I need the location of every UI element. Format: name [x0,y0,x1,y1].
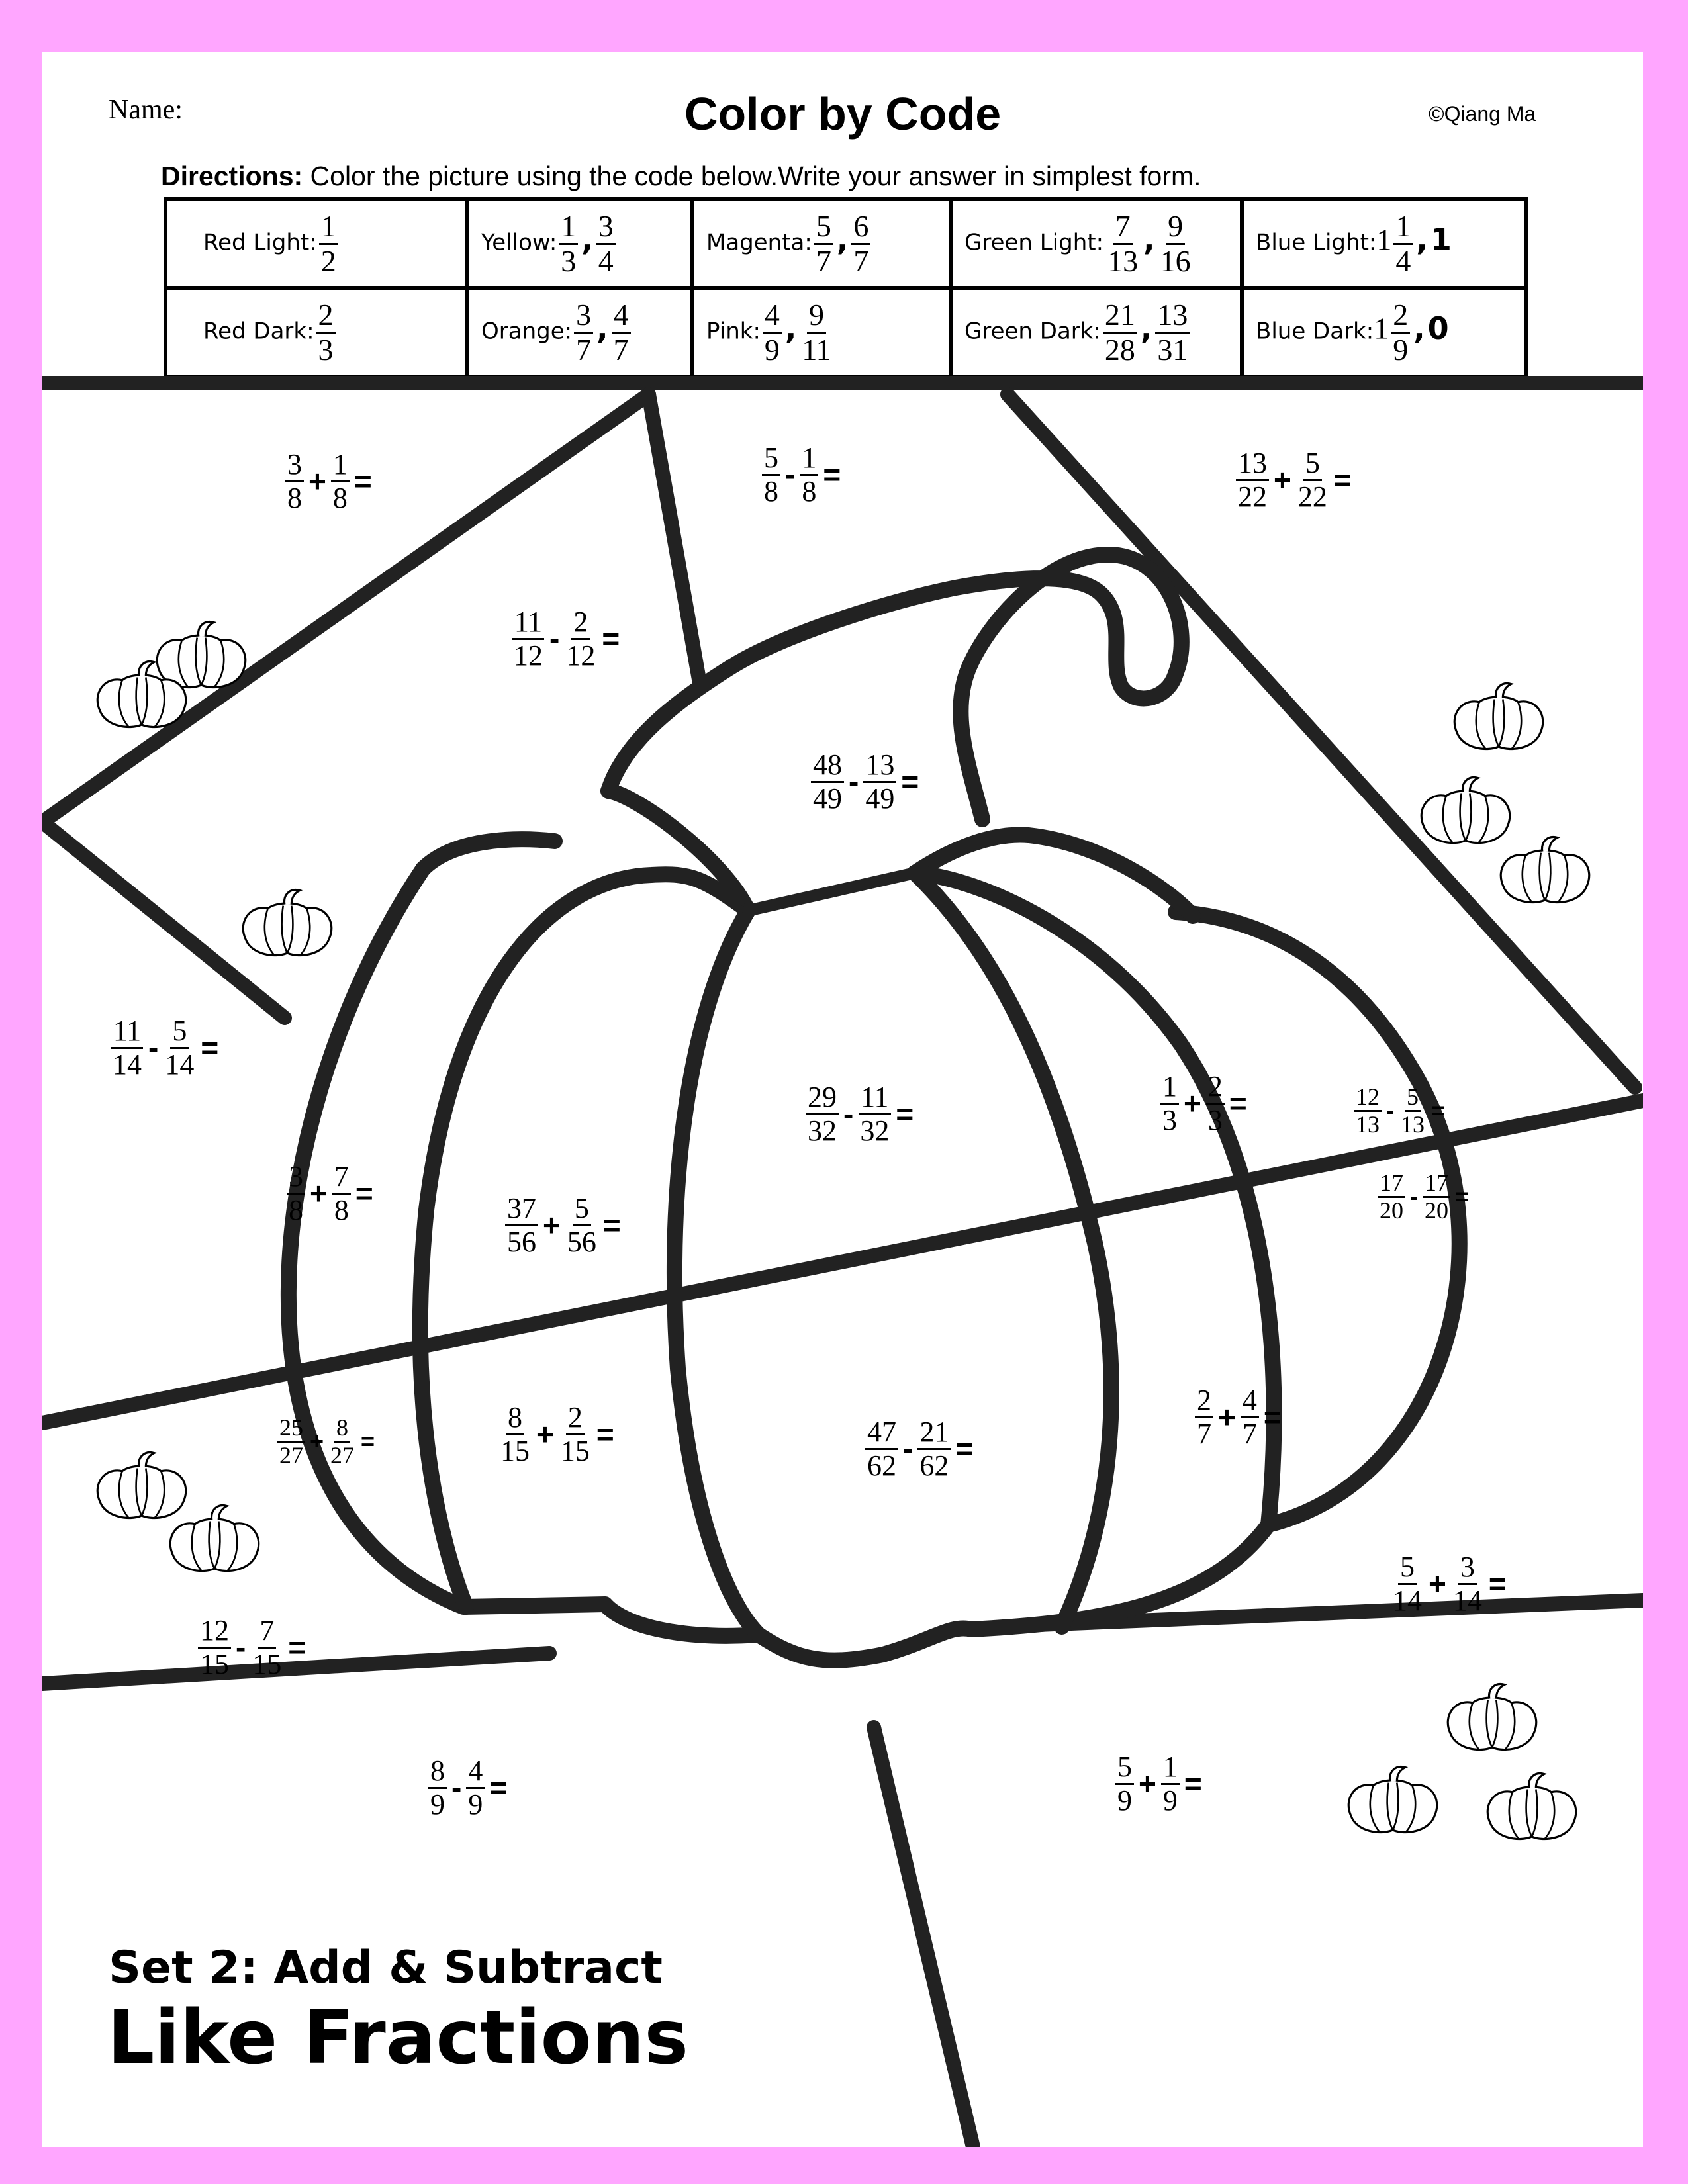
denominator: 9 [468,1788,483,1821]
mini-pumpkin-icon [1501,837,1589,903]
denominator: 14 [1393,1584,1422,1617]
problem-17 [1389,1551,1509,1616]
denominator: 15 [252,1647,282,1680]
denominator: 13 [1401,1111,1425,1138]
denominator: 20 [1380,1197,1403,1224]
equals-sign: = [1229,1086,1247,1121]
key-extra-value: 1 [1430,221,1452,257]
key-whole-number: 1 [1376,222,1392,257]
key-extra-value: 0 [1427,310,1449,346]
denominator: 32 [860,1114,890,1147]
worksheet-page [42,52,1643,2147]
equals-sign: = [896,1097,914,1132]
numerator: 2 [1391,298,1410,334]
first-fraction [198,1615,231,1680]
numerator: 4 [612,298,631,334]
numerator: 7 [258,1615,276,1649]
key-label: Pink: [706,318,761,345]
denominator: 15 [500,1434,530,1467]
denominator: 2 [320,244,336,278]
first-fraction [111,1015,144,1080]
second-fraction [1296,447,1329,512]
first-fraction [811,749,844,814]
first-fraction [285,449,304,514]
numerator: 2 [566,1402,585,1435]
problem-3 [1234,447,1354,512]
first-fraction [1391,1551,1424,1616]
numerator: 4 [466,1755,485,1789]
numerator: 4 [763,298,782,334]
directions-text: Color the picture using the code below.Write your answer in simplest form. [303,161,1201,191]
second-fraction [917,1416,951,1481]
operator: + [543,1208,561,1243]
operator: - [1386,1097,1394,1124]
numerator: 5 [814,210,833,245]
second-fraction [564,606,597,671]
key-whole-number: 1 [1374,311,1389,345]
numerator: 2 [571,606,590,640]
numerator: 1 [1393,210,1413,245]
second-fraction [863,749,896,814]
problem-6 [109,1015,221,1080]
numerator: 5 [1398,1551,1417,1585]
page-title: Color by Code [684,88,1002,140]
mini-pumpkin-icon [1421,778,1510,844]
numerator: 4 [1241,1385,1259,1418]
denominator: 14 [1452,1584,1482,1617]
first-fraction [1378,1170,1405,1224]
key-label: Orange: [481,318,573,345]
denominator: 14 [113,1048,142,1081]
second-fraction [1423,1170,1450,1224]
key-label: Red Light: [203,229,317,256]
equals-sign: = [361,1428,375,1455]
worksheet-subtitle: Like Fractions [107,1995,689,2081]
denominator: 22 [1238,480,1267,513]
operator: - [236,1630,246,1665]
numerator: 12 [1354,1084,1382,1112]
denominator: 9 [1117,1784,1132,1817]
denominator: 8 [334,1193,349,1226]
operator: + [1184,1086,1201,1121]
denominator: 32 [808,1114,837,1147]
denominator: 27 [279,1441,303,1469]
mini-pumpkin-icon [170,1506,259,1572]
numerator: 13 [863,749,896,783]
numerator: 1 [331,449,350,482]
denominator: 4 [1395,244,1411,278]
first-fraction [512,606,545,671]
equals-sign: = [355,1176,373,1211]
denominator: 7 [853,244,869,278]
second-fraction [1241,1385,1259,1449]
key-separator: , [1413,310,1425,346]
equals-sign: = [489,1770,508,1805]
set-heading: Set 2: Add & Subtract [109,1942,663,1994]
numerator: 9 [807,298,826,334]
first-fraction [1160,1071,1179,1136]
equals-sign: = [1455,1183,1470,1210]
problem-19 [426,1755,510,1820]
operator: - [451,1770,462,1805]
numerator: 5 [1303,447,1322,481]
numerator: 7 [1113,210,1133,245]
equals-sign: = [201,1030,219,1066]
mini-pumpkin-icon [1448,1684,1536,1751]
numerator: 17 [1423,1170,1450,1198]
equals-sign: = [1184,1766,1202,1801]
denominator: 15 [200,1647,229,1680]
denominator: 8 [289,1193,303,1226]
denominator: 22 [1297,480,1327,513]
operator: - [148,1030,159,1066]
denominator: 62 [919,1449,949,1482]
operator: - [1410,1183,1418,1210]
numerator: 17 [1378,1170,1405,1198]
denominator: 7 [1242,1417,1257,1450]
problem-20 [1113,1751,1205,1816]
problem-16 [1193,1385,1284,1449]
operator: + [308,464,326,499]
numerator: 8 [428,1755,447,1789]
numerator: 9 [1166,210,1185,245]
denominator: 14 [165,1048,195,1081]
second-fraction [565,1193,598,1257]
problem-13 [275,1415,377,1469]
denominator: 3 [1162,1103,1177,1136]
problem-12 [1376,1170,1472,1224]
equals-sign: = [1488,1567,1507,1602]
key-label: Green Dark: [964,318,1101,345]
denominator: 49 [813,782,842,815]
first-fraction [806,1081,839,1146]
second-fraction [559,1402,592,1467]
denominator: 7 [816,244,831,278]
denominator: 4 [598,244,614,278]
denominator: 12 [514,639,543,672]
problem-11 [503,1193,624,1257]
key-label: Yellow: [481,229,557,256]
problem-5 [809,749,921,814]
name-label: Name: [109,95,183,125]
equals-sign: = [288,1630,306,1665]
operator: + [1139,1766,1156,1801]
numerator: 25 [277,1415,305,1443]
numerator: 5 [573,1193,591,1226]
numerator: 1 [559,210,578,245]
operator: + [310,1176,328,1211]
first-fraction [865,1416,898,1481]
numerator: 11 [111,1015,143,1049]
second-fraction [250,1615,283,1680]
second-fraction [328,1415,356,1469]
denominator: 28 [1104,332,1135,367]
equals-sign: = [823,457,841,492]
key-separator: , [596,310,608,346]
key-separator: , [784,310,797,346]
denominator: 11 [802,332,831,367]
numerator: 3 [285,449,304,482]
second-fraction [1206,1071,1225,1136]
denominator: 8 [802,475,817,508]
problem-18 [196,1615,308,1680]
operator: - [849,764,859,799]
numerator: 12 [198,1615,231,1649]
second-fraction [163,1015,196,1080]
denominator: 9 [1162,1784,1178,1817]
equals-sign: = [602,1208,621,1243]
problem-2 [760,442,843,507]
numerator: 7 [332,1161,351,1195]
key-separator: , [1140,310,1152,346]
copyright-text: ©Qiang Ma [1429,102,1536,126]
numerator: 8 [334,1415,350,1443]
problem-14 [496,1402,617,1467]
denominator: 20 [1425,1197,1448,1224]
numerator: 2 [1195,1385,1213,1418]
first-fraction [287,1161,305,1226]
mini-pumpkin-icon [1487,1774,1576,1840]
denominator: 13 [1107,244,1139,278]
key-separator: , [836,221,849,257]
first-fraction [762,442,780,507]
problem-9 [1352,1084,1448,1138]
numerator: 2 [316,298,336,334]
numerator: 13 [1236,447,1269,481]
numerator: 5 [1405,1084,1421,1112]
numerator: 1 [800,442,818,476]
operator: - [843,1097,854,1132]
first-fraction [1195,1385,1213,1449]
key-label: Red Dark: [203,318,314,345]
equals-sign: = [602,621,620,657]
numerator: 5 [170,1015,189,1049]
first-fraction [505,1193,538,1257]
operator: + [1218,1400,1236,1435]
key-separator: , [581,221,593,257]
denominator: 27 [330,1441,355,1469]
numerator: 5 [1115,1751,1134,1785]
second-fraction [331,449,350,514]
operator: - [903,1432,914,1467]
problem-10 [285,1161,376,1226]
numerator: 2 [1206,1071,1225,1105]
numerator: 3 [574,298,593,334]
operator: - [549,621,560,657]
mini-pumpkin-icon [97,1453,186,1519]
denominator: 56 [507,1225,536,1258]
denominator: 13 [1356,1111,1380,1138]
numerator: 6 [851,210,870,245]
key-label: Blue Light: [1256,229,1377,256]
second-fraction [466,1755,485,1820]
equals-sign: = [353,464,372,499]
denominator: 9 [764,332,780,367]
denominator: 3 [1207,1103,1223,1136]
equals-sign: = [1333,463,1352,498]
numerator: 37 [505,1193,538,1226]
numerator: 47 [865,1416,898,1450]
problem-8 [1158,1071,1250,1136]
denominator: 8 [287,481,302,514]
key-label: Green Light: [964,229,1104,256]
numerator: 5 [762,442,780,476]
denominator: 8 [764,475,778,508]
denominator: 7 [613,332,629,367]
first-fraction [1354,1084,1382,1138]
denominator: 9 [430,1788,445,1821]
denominator: 12 [566,639,596,672]
numerator: 3 [287,1161,305,1195]
first-fraction [498,1402,532,1467]
mini-pumpkin-icon [1348,1767,1437,1833]
denominator: 31 [1157,332,1188,367]
denominator: 7 [576,332,592,367]
first-fraction [277,1415,305,1469]
directions-label: Directions: [161,161,303,191]
numerator: 3 [1458,1551,1477,1585]
operator: + [310,1428,324,1455]
numerator: 11 [859,1081,890,1115]
denominator: 7 [1197,1417,1211,1450]
first-fraction [1236,447,1269,512]
numerator: 21 [1103,298,1137,334]
numerator: 1 [1161,1751,1180,1785]
mini-pumpkin-icon [243,890,332,956]
key-label: Blue Dark: [1256,318,1374,345]
denominator: 9 [1393,332,1409,367]
first-fraction [428,1755,447,1820]
operator: + [1274,463,1291,498]
second-fraction [1451,1551,1484,1616]
operator: - [785,457,796,492]
numerator: 1 [319,210,338,245]
denominator: 3 [561,244,577,278]
problem-15 [863,1416,976,1481]
second-fraction [1161,1751,1180,1816]
first-fraction [1115,1751,1134,1816]
equals-sign: = [596,1417,614,1452]
key-separator: , [1416,221,1428,257]
problem-1 [283,449,375,514]
numerator: 8 [506,1402,524,1435]
denominator: 56 [567,1225,596,1258]
equals-sign: = [901,764,919,799]
equals-sign: = [1263,1400,1282,1435]
key-label: Magenta: [706,229,812,256]
second-fraction [332,1161,351,1226]
second-fraction [1399,1084,1427,1138]
operator: + [1429,1567,1446,1602]
numerator: 13 [1155,298,1190,334]
numerator: 21 [917,1416,951,1450]
numerator: 3 [596,210,616,245]
second-fraction [800,442,818,507]
numerator: 11 [512,606,544,640]
denominator: 16 [1160,244,1191,278]
denominator: 15 [560,1434,590,1467]
numerator: 48 [811,749,844,783]
denominator: 62 [867,1449,896,1482]
key-separator: , [1143,221,1155,257]
operator: + [536,1417,554,1452]
numerator: 1 [1160,1071,1179,1105]
problem-4 [510,606,622,671]
problem-7 [804,1081,916,1146]
numerator: 29 [806,1081,839,1115]
denominator: 3 [318,332,334,367]
equals-sign: = [955,1432,974,1467]
second-fraction [858,1081,891,1146]
denominator: 8 [332,481,348,514]
denominator: 49 [865,782,895,815]
mini-pumpkin-icon [157,622,246,688]
equals-sign: = [1431,1097,1446,1124]
mini-pumpkin-icon [1454,684,1543,750]
